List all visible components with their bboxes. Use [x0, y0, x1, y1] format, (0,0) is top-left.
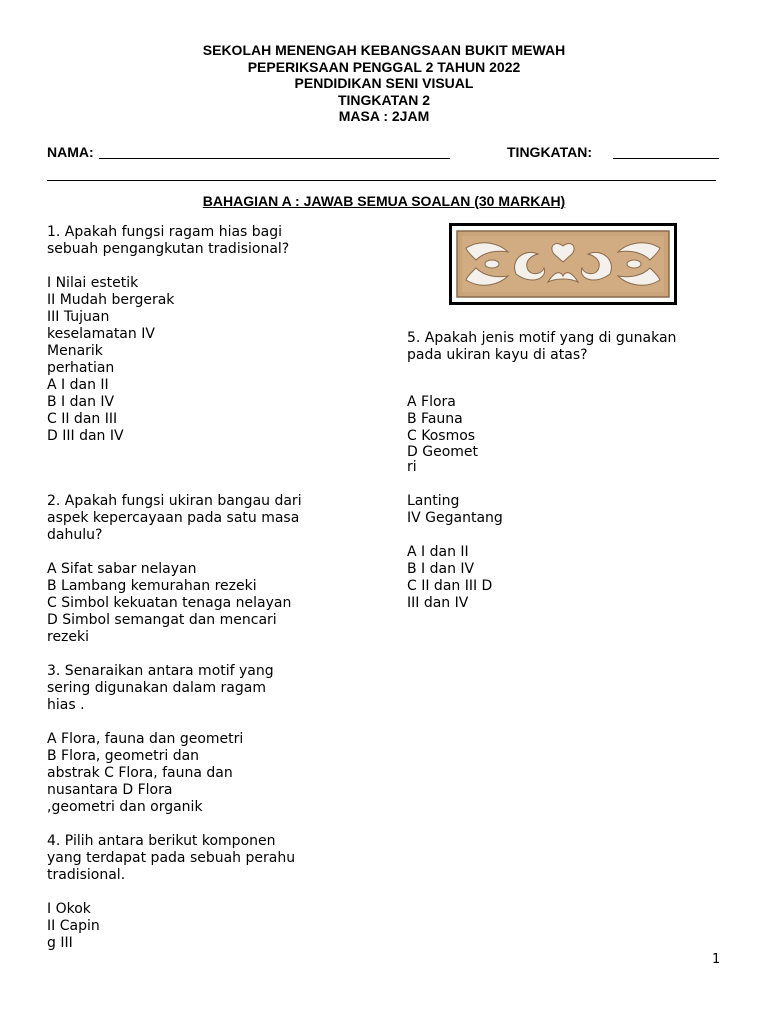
- q2-option-d-cont: rezeki: [47, 629, 90, 645]
- q1-option-d: D III dan IV: [47, 428, 124, 444]
- q1-option-b: B I dan IV: [47, 394, 115, 410]
- q4-line-3: tradisional.: [47, 867, 126, 883]
- q1-item-i: I Nilai estetik: [47, 275, 139, 291]
- wood-carving-image: [449, 223, 677, 305]
- q1-option-c: C II dan III: [47, 411, 118, 427]
- q1-line-2: sebuah pengangkutan tradisional?: [47, 241, 290, 257]
- q4-item-ii: II Capin: [47, 918, 100, 934]
- divider-line: [47, 180, 716, 181]
- name-field-line[interactable]: [99, 158, 450, 159]
- q5-option-b: B Fauna: [407, 411, 463, 427]
- q4-option-d-cont: III dan IV: [407, 595, 469, 611]
- q4-item-iii-cont: Lanting: [407, 493, 460, 509]
- q1-item-iv-cont: perhatian: [47, 360, 115, 376]
- q4-option-c: C II dan III D: [407, 578, 493, 594]
- exam-duration: MASA : 2JAM: [338, 108, 430, 124]
- q1-item-ii: II Mudah bergerak: [47, 292, 175, 308]
- q1-option-a: A I dan II: [47, 377, 109, 393]
- carving-illustration: [452, 226, 674, 302]
- q5-option-c: C Kosmos: [407, 428, 476, 444]
- section-title: BAHAGIAN A : JAWAB SEMUA SOALAN (30 MARKAH): [202, 193, 566, 209]
- q2-option-a: A Sifat sabar nelayan: [47, 561, 197, 577]
- name-label: NAMA:: [47, 144, 94, 160]
- exam-title: PEPERIKSAAN PENGGAL 2 TAHUN 2022: [247, 58, 521, 75]
- q3-line-3: hias .: [47, 697, 85, 713]
- q1-item-iii-cont: keselamatan IV: [47, 326, 155, 342]
- q4-line-1: 4. Pilih antara berikut komponen: [47, 833, 276, 849]
- q1-item-iii: III Tujuan: [47, 309, 110, 325]
- student-info-row: [47, 144, 719, 164]
- q3-option-b: B Flora, geometri dan: [47, 748, 200, 764]
- q4-line-2: yang terdapat pada sebuah perahu: [47, 850, 296, 866]
- form-field-line[interactable]: [613, 158, 719, 159]
- q5-option-d-cont: ri: [407, 459, 417, 475]
- form-label: TINGKATAN:: [507, 144, 593, 160]
- q3-line-1: 3. Senaraikan antara motif yang: [47, 663, 274, 679]
- q3-option-c-cont: nusantara D Flora: [47, 782, 173, 798]
- school-name: SEKOLAH MENENGAH KEBANGSAAN BUKIT MEWAH: [202, 42, 566, 58]
- q2-option-d: D Simbol semangat dan mencari: [47, 612, 277, 628]
- q5-line-2: pada ukiran kayu di atas?: [407, 347, 588, 363]
- q3-option-d-cont: ,geometri dan organik: [47, 799, 203, 815]
- q1-item-iv: Menarik: [47, 343, 103, 359]
- subject-title: PENDIDIKAN SENI VISUAL: [294, 75, 474, 91]
- q3-line-2: sering digunakan dalam ragam: [47, 680, 266, 696]
- page-number: 1: [712, 952, 721, 967]
- q4-item-iv: IV Gegantang: [407, 510, 503, 526]
- q5-option-a: A Flora: [407, 394, 456, 410]
- q3-option-a: A Flora, fauna dan geometri: [47, 731, 244, 747]
- q2-line-2: aspek kepercayaan pada satu masa: [47, 510, 300, 526]
- q4-item-i: I Okok: [47, 901, 91, 917]
- q2-option-b: B Lambang kemurahan rezeki: [47, 578, 257, 594]
- q2-option-c: C Simbol kekuatan tenaga nelayan: [47, 595, 292, 611]
- q2-line-3: dahulu?: [47, 527, 103, 543]
- q4-item-iii: g III: [47, 935, 73, 951]
- q4-option-b: B I dan IV: [407, 561, 475, 577]
- exam-header: [0, 42, 768, 125]
- q5-line-1: 5. Apakah jenis motif yang di gunakan: [407, 330, 677, 346]
- q5-option-d: D Geomet: [407, 444, 478, 460]
- q3-option-c: abstrak C Flora, fauna dan: [47, 765, 233, 781]
- form-title: TINGKATAN 2: [337, 91, 431, 108]
- q1-line-1: 1. Apakah fungsi ragam hias bagi: [47, 224, 283, 240]
- q4-option-a: A I dan II: [407, 544, 469, 560]
- q2-line-1: 2. Apakah fungsi ukiran bangau dari: [47, 493, 302, 509]
